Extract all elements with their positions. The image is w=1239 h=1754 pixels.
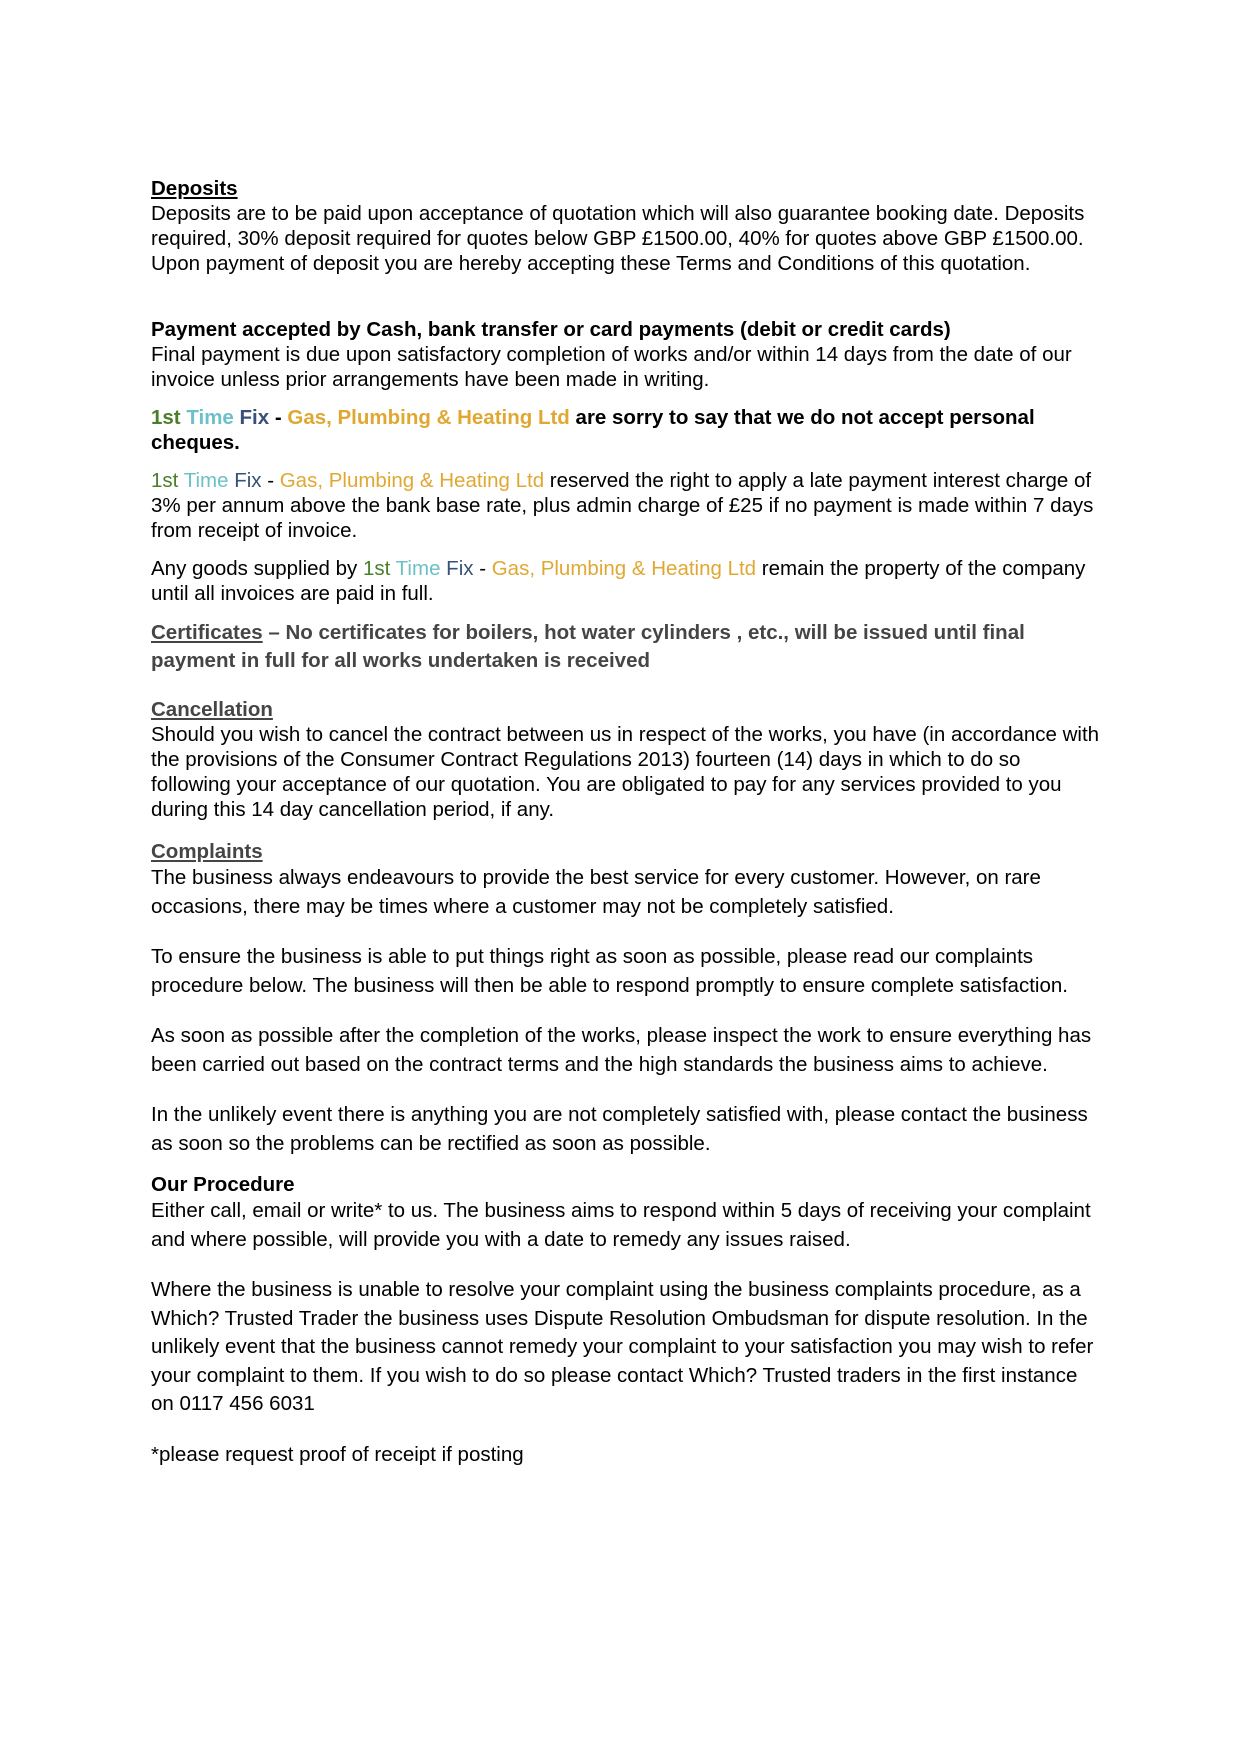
brand-part-fix: Fix	[446, 557, 474, 580]
brand-part-fix: Fix	[234, 469, 262, 492]
goods-suffix: remain the property of the company until all invoices are paid in full.	[151, 557, 1086, 605]
brand-part-1st: 1st	[151, 469, 179, 492]
complaints-paragraph-3: As soon as possible after the completion of the works, please inspect the work to ensure everything has been carried out based on the contract terms and the high standards the business aims to achieve.	[151, 1024, 1092, 1076]
brand-part-company: Gas, Plumbing & Heating Ltd	[287, 406, 570, 429]
brand-part-time: Time	[186, 406, 234, 429]
certificates-body: – No certificates for boilers, hot water cylinders , etc., will be issued until final payment in full for all works undertaken is received	[151, 621, 1025, 672]
complaints-section	[151, 839, 1101, 1158]
procedure-paragraph-2: Where the business is unable to resolve your complaint using the business complaints procedure, as a Which? Trusted Trader the business uses Dispute Resolution Ombudsman for dispute resolution. In the unlikely event that the business cannot remedy your complaint to your satisfaction you may wish to refer your complaint to them. If you wish to do so please contact Which? Trusted traders in the first instance on 0117 456 6031	[151, 1278, 1094, 1415]
complaints-paragraph-1: The business always endeavours to provide the best service for every customer. However, on rare occasions, there may be times where a customer may not be completely satisfied.	[151, 866, 1041, 918]
cancellation-body: Should you wish to cancel the contract between us in respect of the works, you have (in accordance with the provisions of the Consumer Contract Regulations 2013) fourteen (14) days in which to do so following your acceptance of our quotation. You are obligated to pay for any services provided to you during this 14 day cancellation period, if any.	[151, 723, 1100, 821]
deposits-section	[151, 176, 1101, 276]
terms-document	[151, 176, 1101, 1469]
brand-part-fix: Fix	[239, 406, 270, 429]
brand-separator: -	[473, 557, 492, 580]
deposits-body: Deposits are to be paid upon acceptance of quotation which will also guarantee booking date. Deposits required, 30% deposit required for quotes below GBP £1500.00, 40% for quotes above GBP £1500.00. Upon payment of deposit you are hereby accepting these Terms and Conditions of this quotation.	[151, 202, 1085, 275]
deposits-heading: Deposits	[151, 177, 238, 200]
late-payment-notice	[151, 468, 1101, 543]
goods-notice	[151, 556, 1101, 606]
payment-heading: Payment accepted by Cash, bank transfer or card payments (debit or credit cards)	[151, 318, 951, 341]
late-payment-text: reserved the right to apply a late payment interest charge of 3% per annum above the bank base rate, plus admin charge of £25 if no payment is made within 7 days from receipt of invoice.	[151, 469, 1094, 542]
payment-section	[151, 317, 1101, 392]
brand-part-company: Gas, Plumbing & Heating Ltd	[279, 469, 545, 492]
goods-prefix: Any goods supplied by	[151, 557, 363, 580]
complaints-heading: Complaints	[151, 840, 263, 863]
brand-separator: -	[261, 469, 280, 492]
cancellation-heading: Cancellation	[151, 698, 273, 721]
certificates-heading: Certificates	[151, 621, 263, 644]
cancellation-section	[151, 697, 1101, 822]
complaints-paragraph-4: In the unlikely event there is anything you are not completely satisfied with, please contact the business as soon so the problems can be rectified as soon as possible.	[151, 1103, 1088, 1155]
cheques-notice	[151, 405, 1101, 455]
brand-part-time: Time	[395, 557, 441, 580]
brand-part-time: Time	[183, 469, 229, 492]
brand-separator: -	[269, 406, 288, 429]
certificates-section	[151, 619, 1101, 675]
procedure-paragraph-1: Either call, email or write* to us. The business aims to respond within 5 days of receiving your complaint and where possible, will provide you with a date to remedy any issues raised.	[151, 1199, 1091, 1251]
brand-part-1st: 1st	[151, 406, 181, 429]
procedure-heading: Our Procedure	[151, 1173, 295, 1196]
cheques-text: are sorry to say that we do not accept personal cheques.	[151, 406, 1035, 454]
payment-body: Final payment is due upon satisfactory completion of works and/or within 14 days from the date of our invoice unless prior arrangements have been made in writing.	[151, 343, 1072, 391]
procedure-footnote: *please request proof of receipt if posting	[151, 1442, 524, 1466]
complaints-paragraph-2: To ensure the business is able to put things right as soon as possible, please read our complaints procedure below. The business will then be able to respond promptly to ensure complete satisfaction.	[151, 945, 1068, 997]
procedure-section	[151, 1172, 1101, 1469]
brand-part-company: Gas, Plumbing & Heating Ltd	[491, 557, 757, 580]
brand-part-1st: 1st	[362, 557, 391, 580]
